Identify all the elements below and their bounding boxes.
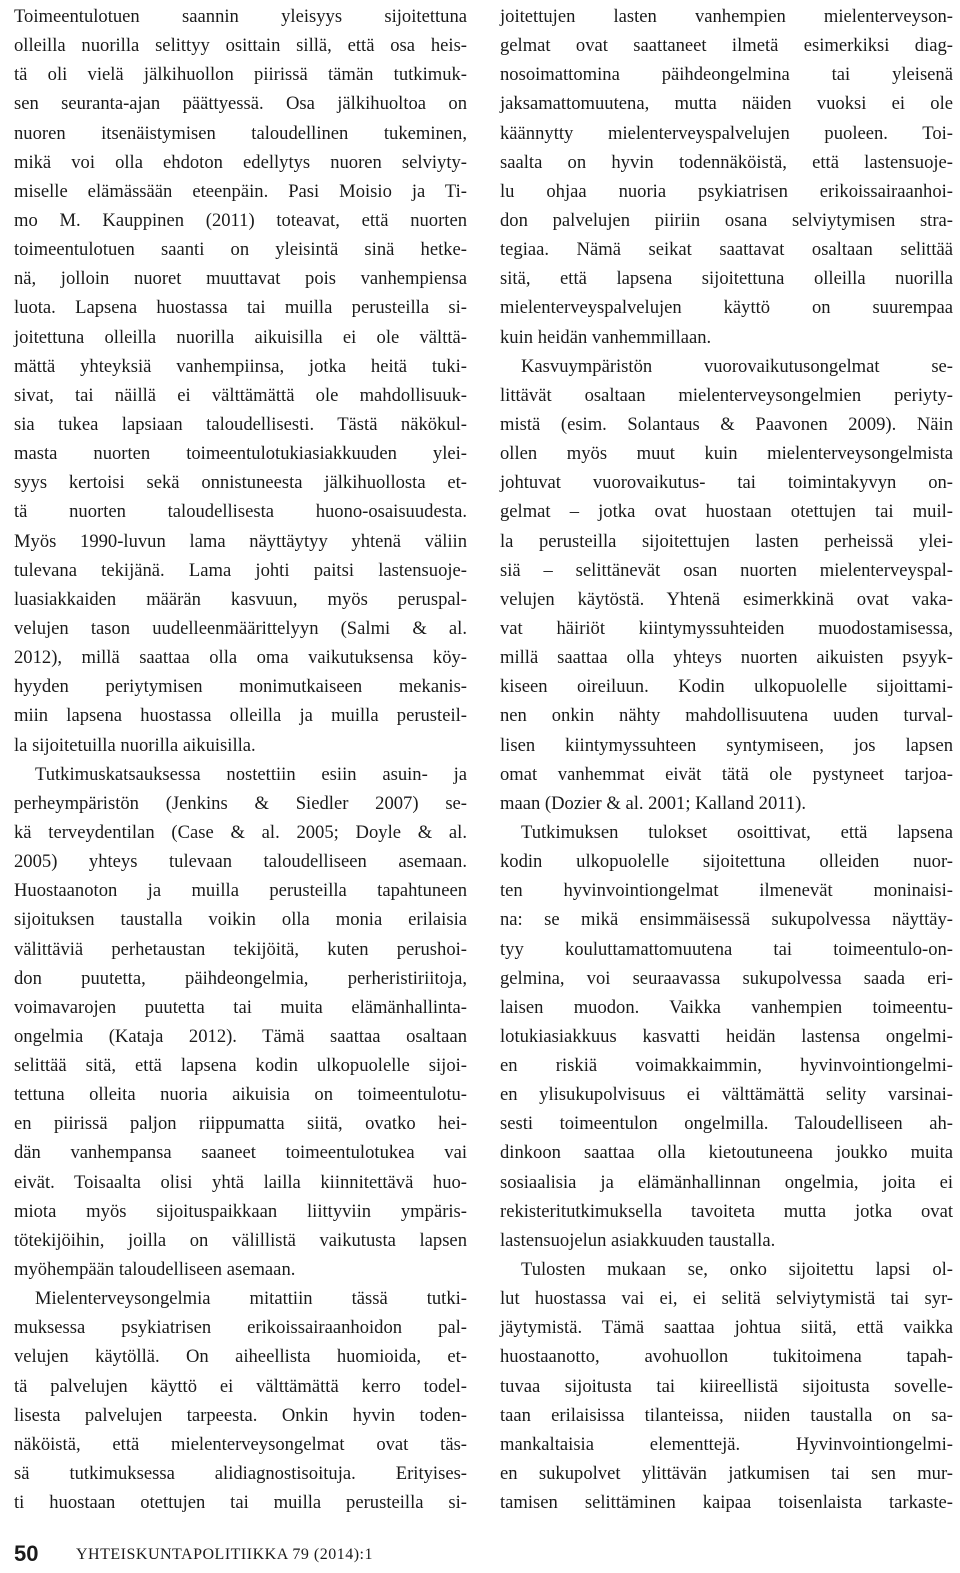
text-line: rekisteritutkimuksella tavoiteta mutta jotka ovat <box>500 1200 953 1222</box>
text-line: tegiaa. Nämä seikat saattavat osaltaan selittää <box>500 239 953 261</box>
text-line: miin lapsena huostassa olleilla ja muilla perusteil- <box>14 705 467 727</box>
text-column-left <box>14 2 467 1517</box>
text-line: masta nuorten toimeentulotukiasiakkuuden ylei- <box>14 443 467 465</box>
text-line: joitettuna olleilla nuorilla aikuisilla ei ole välttä- <box>14 326 467 348</box>
text-line: Myös 1990-luvun lama näyttäytyy yhtenä väliin <box>14 530 467 552</box>
text-line: hyyden periytymisen monimutkaiseen mekanis- <box>14 676 467 698</box>
text-line: en piirissä paljon riippumatta siitä, ovatko hei- <box>14 1113 467 1135</box>
text-line: dän vanhempansa saaneet toimeentulotukea vai <box>14 1142 467 1164</box>
text-line: sijoituksen taustalla voikin olla monia erilaisia <box>14 909 467 931</box>
text-line: siä – selittänevät osan nuorten mielenterveyspal- <box>500 559 953 581</box>
text-line: miota myös sijoituspaikkaan liittyviin ympäris- <box>14 1200 467 1222</box>
text-line: tä palvelujen käyttö ei välttämättä kerro todel- <box>14 1375 467 1397</box>
text-line: lut huostassa vai ei, ei selitä selviytymistä tai syr- <box>500 1288 953 1310</box>
text-line: gelmina, voi seuraavassa sukupolvessa saada eri- <box>500 967 953 989</box>
text-line: ten hyvinvointiongelmat ilmenevät moninaisi- <box>500 880 953 902</box>
text-line: mo M. Kauppinen (2011) toteavat, että nuorten <box>14 209 467 231</box>
text-line: kä terveydentilan (Case & al. 2005; Doyle & al. <box>14 821 467 843</box>
text-line: kuin heidän vanhemmillaan. <box>500 326 712 348</box>
text-line: 2012), millä saattaa olla oma vaikutuksensa köy- <box>14 647 467 669</box>
text-line: velujen käytöllä. On aiheellista huomioida, et- <box>14 1346 467 1368</box>
text-line: sitä, että lapsena sijoitettuna olleilla nuorilla <box>500 268 953 290</box>
text-line: Tulosten mukaan se, onko sijoitettu lapsi ol- <box>521 1259 953 1281</box>
text-line: sosiaalisia ja elämänhallinnan ongelmia, joita ei <box>500 1171 953 1193</box>
text-line: nen onkin nähty mahdollisuutena uuden turval- <box>500 705 953 727</box>
text-line: nä, jolloin nuoret muuttavat pois vanhempiensa <box>14 268 467 290</box>
text-line: muksessa psykiatrisen erikoissairaanhoidon pal- <box>14 1317 467 1339</box>
page-number: 50 <box>14 1541 39 1566</box>
text-line: tuvaa sijoitusta tai kiireellistä sijoitusta sovelle- <box>500 1375 953 1397</box>
text-line: lisesta palvelujen tarpeesta. Onkin hyvin toden- <box>14 1404 467 1426</box>
text-line: Huostaanoton ja muilla perusteilla tapahtuneen <box>14 880 467 902</box>
text-line: luasiakkaiden määrän kasvuun, myös peruspal- <box>14 588 467 610</box>
text-line: gelmat ovat saattaneet ilmetä esimerkiksi diag- <box>500 35 953 57</box>
text-line: lotukiasiakkuus kasvatti heidän lastensa ongelmi- <box>500 1025 953 1047</box>
text-line: sen seuranta-ajan päättyessä. Osa jälkihuoltoa on <box>14 93 467 115</box>
text-line: jaksamattomuutena, mutta näiden vuoksi ei ole <box>500 93 953 115</box>
text-line: maan (Dozier & al. 2001; Kalland 2011). <box>500 792 807 814</box>
text-line: tyy kouluttamattomuutena tai toimeentulo-on- <box>500 938 953 960</box>
text-line: mättä yhteyksiä vanhempiinsa, jotka heitä tuki- <box>14 355 467 377</box>
text-line: tettuna olleita nuoria aikuisia on toimeentulotu- <box>14 1084 467 1106</box>
text-line: vat häiriöt kiintymyssuhteiden muodostamisessa, <box>500 617 953 639</box>
text-line: gelmat – jotka ovat huostaan otettujen tai muil- <box>500 501 953 523</box>
page-footer <box>0 1538 960 1570</box>
text-line: velujen tason uudelleenmäärittelyyn (Salmi & al. <box>14 617 467 639</box>
text-line: huostaanotto, avohuollon tukitoimena tapah- <box>500 1346 953 1368</box>
text-line: velujen käytöstä. Yhtenä esimerkkinä ovat vaka- <box>500 588 953 610</box>
text-line: eivät. Toisaalta olisi yhtä lailla kiinnitettävä huo- <box>14 1171 467 1193</box>
text-line: mankaltaisia elementtejä. Hyvinvointiongelmi- <box>500 1433 953 1455</box>
text-line: dinkoon saattaa olla kietoutuneena joukko muita <box>500 1142 953 1164</box>
text-line: omat vanhemmat eivät tätä ole pystyneet tarjoa- <box>500 763 953 785</box>
text-line: la sijoitetuilla nuorilla aikuisilla. <box>14 734 256 756</box>
text-line: kodin ulkopuolelle sijoitettuna olleiden nuor- <box>500 851 953 873</box>
text-line: tä oli vielä jälkihuollon piirissä tämän tutkimuk- <box>14 64 467 86</box>
text-line: lu ohjaa nuoria psykiatrisen erikoissairaanhoi- <box>500 180 953 202</box>
text-line: käännytty mielenterveyspalvelujen puoleen. Toi- <box>500 122 953 144</box>
text-line: Tutkimuskatsauksessa nostettiin esiin asuin- ja <box>35 763 467 785</box>
text-line: ollen myös muut kuin mielenterveysongelmista <box>500 443 953 465</box>
text-line: voimavarojen puutetta tai muita elämänhallinta- <box>14 996 467 1018</box>
text-line: tulevana tekijänä. Lama johti paitsi lastensuoje- <box>14 559 467 581</box>
text-line: perheympäristön (Jenkins & Siedler 2007) se- <box>14 792 467 814</box>
text-line: don palvelujen piiriin osana selviytymisen stra- <box>500 209 953 231</box>
text-line: luota. Lapsena huostassa tai muilla perusteilla si- <box>14 297 467 319</box>
text-line: selittää sitä, että lapsena kodin ulkopuolelle sijoi- <box>14 1055 467 1077</box>
text-line: miselle elämässään eteenpäin. Pasi Moisio ja Ti- <box>14 180 467 202</box>
text-line: mikä voi olla ehdoton edellytys nuoren selviyty- <box>14 151 467 173</box>
text-line: sivat, tai näillä ei välttämättä ole mahdollisuuk- <box>14 384 467 406</box>
text-line: ti huostaan otettujen tai muilla perusteilla si- <box>14 1492 467 1514</box>
text-line: lisen kiintymyssuhteen syntymiseen, jos lapsen <box>500 734 953 756</box>
text-line: myöhempään taloudelliseen asemaan. <box>14 1259 296 1281</box>
text-line: Mielenterveysongelmia mitattiin tässä tutki- <box>35 1288 467 1310</box>
text-line: tä nuorten taloudellisesta huono-osaisuudesta. <box>14 501 467 523</box>
text-line: kiseen oireiluun. Kodin ulkopuolelle sijoittami- <box>500 676 953 698</box>
text-line: johtuvat vuorovaikutus- tai toimintakyvyn on- <box>500 472 953 494</box>
text-line: toimeentulotuen saanti on yleisintä sinä hetke- <box>14 239 467 261</box>
text-line: na: se mikä ensimmäisessä sukupolvessa näyttäy- <box>500 909 953 931</box>
text-line: olleilla nuorilla selittyy osittain sillä, että osa heis- <box>14 35 467 57</box>
text-line: mielenterveyspalvelujen käyttö on suurempaa <box>500 297 953 319</box>
text-line: sä tutkimuksessa alidiagnostisoituja. Erityises- <box>14 1463 467 1485</box>
text-line: välittäviä perhetaustan tekijöitä, kuten perushoi- <box>14 938 467 960</box>
text-line: millä saattaa olla yhteys nuorten aikuisten psyyk- <box>500 647 953 669</box>
text-line: taan erilaisissa tilanteissa, niiden taustalla on sa- <box>500 1404 953 1426</box>
text-line: tamisen selittäminen kaipaa toisenlaista tarkaste- <box>500 1492 953 1514</box>
text-line: en sukupolvet ylittävän jatkumisen tai sen mur- <box>500 1463 953 1485</box>
text-line: syys kertoisi sekä onnistuneesta jälkihuollosta et- <box>14 472 467 494</box>
text-line: don puutetta, päihdeongelmia, perheristiriitoja, <box>14 967 467 989</box>
text-line: mistä (esim. Solantaus & Paavonen 2009). Näin <box>500 413 953 435</box>
journal-citation: YHTEISKUNTAPOLITIIKKA 79 (2014):1 <box>76 1546 373 1563</box>
text-line: saalta on hyvin todennäköistä, että lastensuoje- <box>500 151 953 173</box>
text-line: sia tukea lapsiaan taloudellisesti. Tästä näkökul- <box>14 413 467 435</box>
text-line: tötekijöihin, joilla on välillistä vaikutusta lapsen <box>14 1229 467 1251</box>
text-line: jäytymistä. Tämä saattaa johtua siitä, että vaikka <box>500 1317 953 1339</box>
text-line: sesti toimeentulon ongelmilla. Taloudelliseen ah- <box>500 1113 953 1135</box>
text-line: en riskiä voimakkaimmin, hyvinvointiongelmi- <box>500 1055 953 1077</box>
text-column-right <box>500 2 953 1517</box>
text-line: Toimeentulotuen saannin yleisyys sijoitettuna <box>14 6 467 27</box>
text-line: 2005) yhteys tulevaan taloudelliseen asemaan. <box>14 851 467 873</box>
text-line: littävät osaltaan mielenterveysongelmien periyty- <box>500 384 953 406</box>
text-line: ongelmia (Kataja 2012). Tämä saattaa osaltaan <box>14 1025 467 1047</box>
text-line: laisen muodon. Vaikka vanhempien toimeentu- <box>500 996 953 1018</box>
text-line: nosoimattomina päihdeongelmina tai yleisenä <box>500 64 953 86</box>
text-line: nuoren itsenäistymisen taloudellinen tukeminen, <box>14 122 467 144</box>
text-line: Kasvuympäristön vuorovaikutusongelmat se- <box>521 355 953 377</box>
text-line: en ylisukupolvisuus ei välttämättä selity varsinai- <box>500 1084 953 1106</box>
text-line: lastensuojelun asiakkuuden taustalla. <box>500 1229 776 1251</box>
text-line: la perusteilla sijoitettujen lasten perheissä ylei- <box>500 530 953 552</box>
text-line: Tutkimuksen tulokset osoittivat, että lapsena <box>521 821 953 843</box>
text-line: näköistä, että mielenterveysongelmat ovat täs- <box>14 1433 467 1455</box>
text-line: joitettujen lasten vanhempien mielenterveyson- <box>500 6 953 27</box>
